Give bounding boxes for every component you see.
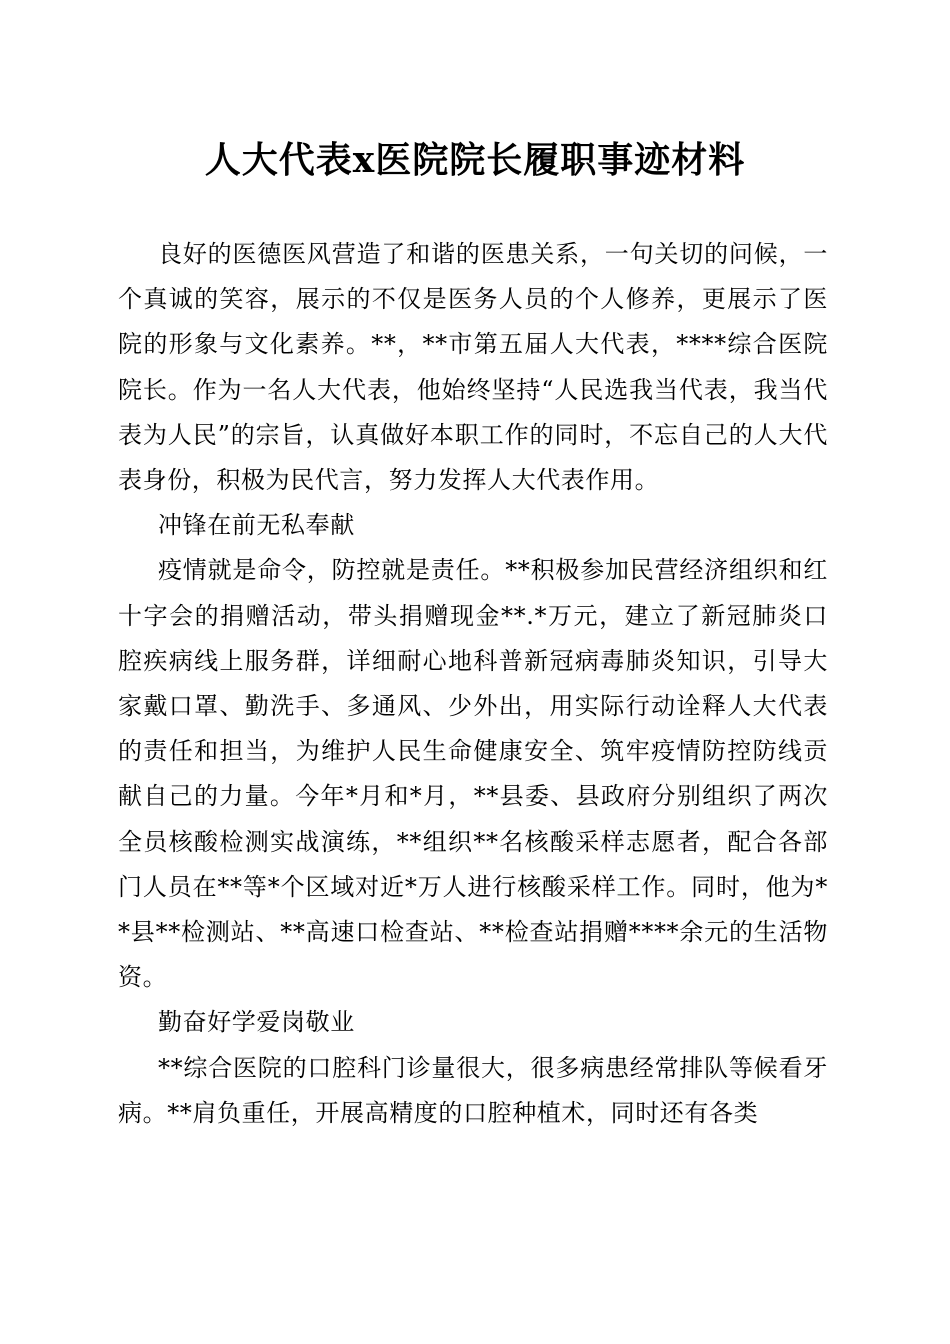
document-body (118, 232, 828, 1136)
section-heading-dedication: 勤奋好学爱岗敬业 (158, 1008, 355, 1037)
document-title: 人大代表x医院院长履职事迹材料 (204, 139, 746, 181)
intro-paragraph: 良好的医德医风营造了和谐的医患关系，一句关切的问候，一个真诚的笑容，展示的不仅是医务人员的个人修养，更展示了医院的形象与文化素养。**，**市第五届人大代表，****综合医院院长。作为一名人大代表，他始终坚持“人民选我当代表，我当代表为人民”的宗旨，认真做好本职工作的同时，不忘自己的人大代表身份，积极为民代言，努力发挥人大代表作用。 (118, 240, 828, 495)
epidemic-paragraph: 疫情就是命令，防控就是责任。**积极参加民营经济组织和红十字会的捐赠活动，带头捐赠现金**.*万元，建立了新冠肺炎口腔疾病线上服务群，详细耐心地科普新冠病毒肺炎知识，引导大家戴口罩、勤洗手、多通风、少外出，用实际行动诠释人大代表的责任和担当，为维护人民生命健康安全、筑牢疫情防控防线贡献自己的力量。今年*月和*月，**县委、县政府分别组织了两次全员核酸检测实战演练，**组织**名核酸采样志愿者，配合各部门人员在**等*个区域对近*万人进行核酸采样工作。同时，他为**县**检测站、**高速口检查站、**检查站捐赠****余元的生活物资。 (118, 556, 828, 992)
dental-paragraph: **综合医院的口腔科门诊量很大，很多病患经常排队等候看牙病。**肩负重任，开展高精度的口腔种植术，同时还有各类 (118, 1053, 828, 1127)
section-heading-frontline: 冲锋在前无私奉献 (158, 511, 355, 540)
